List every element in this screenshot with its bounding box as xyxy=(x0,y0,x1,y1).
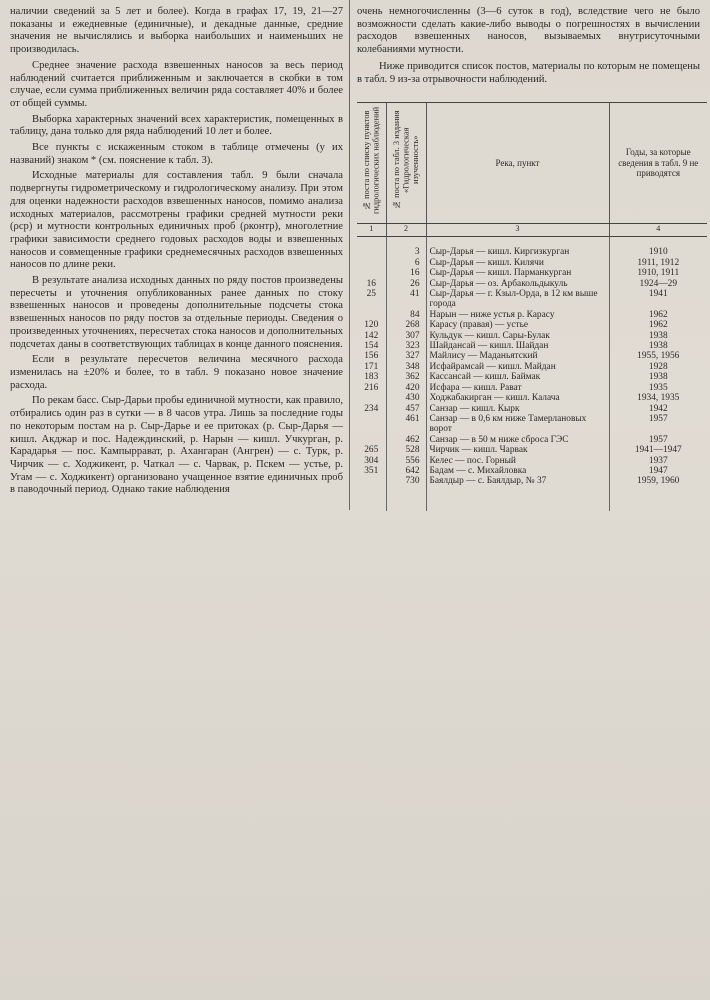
station-list-number: 171 xyxy=(364,361,379,372)
river-point: Кассансай — кишл. Баймак xyxy=(426,372,609,382)
paragraph: Ниже приводится список постов, материалы по которым не помещены в табл. 9 из-за отрывочности наблюдений. xyxy=(357,60,700,85)
column-number: 4 xyxy=(609,224,707,237)
table-row xyxy=(357,466,707,476)
table3-number: 327 xyxy=(386,351,426,361)
table3-number: 3 xyxy=(386,247,426,257)
years-not-shown: 1937 xyxy=(609,456,707,466)
river-point: Келес — пос. Горный xyxy=(426,456,609,466)
paragraph: Исходные материалы для составления табл. 9 были сначала подвергнуты гидрометрическому и гидрологическому анализу. При этом для оценки надежности расходов взвешенных наносов, помимо анализа исходных материалов, рассмотрены графики средней мутности реки (ρср) и мутности контрольных единичных проб (ρконтр), многолетние графики зависимости среднего годовых расходов воды и взвешенных наносов и совмещенные графики среднемесячных расходов взвешенных наносов по длине реки. xyxy=(10,170,343,271)
paragraph: В результате анализа исходных данных по ряду постов произведены пересчеты и уточнения опубликованных ранее данных по стоку взвешенных наносов и проведены дополнительные подсчеты стока взвешенных наносов по ряду постов за отдельные периоды. Сведения о произведенных уточнениях, пересчетах стока наносов и дополнительных подсчетах даны в соответствующих таблицах в конце данного пояснения. xyxy=(10,275,343,350)
table3-number: 528 xyxy=(386,445,426,455)
station-list-number: 156 xyxy=(364,351,379,362)
table-row xyxy=(357,258,707,268)
years-not-shown: 1911, 1912 xyxy=(609,258,707,268)
station-list-number xyxy=(357,435,386,445)
years-not-shown: 1938 xyxy=(609,372,707,382)
table-row xyxy=(357,456,707,466)
station-list-number: 25 xyxy=(366,289,376,300)
table3-number: 16 xyxy=(386,268,426,278)
station-list-number xyxy=(357,414,386,435)
river-point: Исфайрамсай — кишл. Майдан xyxy=(426,362,609,372)
table-row xyxy=(357,414,707,435)
column-number: 3 xyxy=(426,224,609,237)
years-not-shown: 1910, 1911 xyxy=(609,268,707,278)
station-list-number: 183 xyxy=(364,372,379,383)
column-number: 1 xyxy=(357,224,386,237)
station-list-number: 142 xyxy=(364,330,379,341)
river-point: Санзар — кишл. Кырк xyxy=(426,404,609,414)
paragraph: наличии сведений за 5 лет и более). Когда в графах 17, 19, 21—27 показаны и ежедневные (единичные), и декадные данные, средние значения не вычислялись и выборка наибольших и наименьших не производилась. xyxy=(10,6,343,56)
table-row xyxy=(357,476,707,486)
years-not-shown: 1941 xyxy=(609,289,707,310)
years-not-shown: 1910 xyxy=(609,247,707,257)
table-row xyxy=(357,331,707,341)
years-not-shown: 1941—1947 xyxy=(609,445,707,455)
river-point: Сыр-Дарья — кишл. Киргизкурган xyxy=(426,247,609,257)
years-not-shown: 1962 xyxy=(609,320,707,330)
river-point: Сыр-Дарья — кишл. Парманкурган xyxy=(426,268,609,278)
table-row xyxy=(357,383,707,393)
years-not-shown: 1924—29 xyxy=(609,279,707,289)
table3-number: 362 xyxy=(386,372,426,382)
table3-number: 430 xyxy=(386,393,426,403)
table3-number: 268 xyxy=(386,320,426,330)
river-point: Ходжабакирган — кишл. Калача xyxy=(426,393,609,403)
paragraph: Все пункты с искаженным стоком в таблице отмечены (у их названий) знаком * (см. пояснение к табл. 3). xyxy=(10,142,343,166)
river-point: Шайдансай — кишл. Шайдан xyxy=(426,341,609,351)
table3-number: 461 xyxy=(386,414,426,435)
table-row xyxy=(357,310,707,320)
table-row xyxy=(357,445,707,455)
table3-number: 348 xyxy=(386,362,426,372)
river-point: Сыр-Дарья — г. Кзыл-Орда, в 12 км выше города xyxy=(426,289,609,310)
river-point: Баялдыр — с. Баялдыр, № 37 xyxy=(426,476,609,486)
station-list-number: 154 xyxy=(364,341,379,352)
years-not-shown: 1934, 1935 xyxy=(609,393,707,403)
river-point: Нарын — ниже устья р. Карасу xyxy=(426,310,609,320)
years-not-shown: 1955, 1956 xyxy=(609,351,707,361)
table-row xyxy=(357,351,707,361)
table3-number: 556 xyxy=(386,456,426,466)
stations-table xyxy=(357,102,707,511)
station-list-number: 265 xyxy=(364,445,379,456)
years-not-shown: 1942 xyxy=(609,404,707,414)
years-not-shown: 1959, 1960 xyxy=(609,476,707,486)
header-river-point: Река, пункт xyxy=(426,103,609,224)
station-list-number: 120 xyxy=(364,320,379,331)
station-list-number: 234 xyxy=(364,403,379,414)
table-header-row xyxy=(357,103,707,224)
years-not-shown: 1938 xyxy=(609,331,707,341)
station-list-number xyxy=(357,268,386,278)
river-point: Сыр-Дарья — кишл. Килячи xyxy=(426,258,609,268)
table-row xyxy=(357,372,707,382)
years-not-shown: 1928 xyxy=(609,362,707,372)
paragraph: По рекам басс. Сыр-Дарьи пробы единичной мутности, как правило, отбирались один раз в сутки — в 8 часов утра. Лишь за последние годы по некоторым постам на р. Сыр-Дарье и ее притоках (р. Сыр-Дарья — кишл. Акджар и пос. Надеждинский, р. Нарын — кишл. Учкурган, р. Карадарья — пос. Кампыррават, р. Ахангаран (Ангрен) — с. Турк, р. Чирчик — с. Ходжикент, р. Чаткал — с. Чарвак, р. Пскем — устье, р. Угам — с. Ходжикент) организовано учащенное взятие единичных проб в паводочный период. Однако такие наблюдения xyxy=(10,395,344,496)
station-list-number: 304 xyxy=(364,455,379,466)
paragraph: Среднее значение расхода взвешенных наносов за весь период наблюдений считается приближенным и заключается в скобки в том случае, если сумма приближенных величин ряда составляет 40% и более от общей суммы. xyxy=(10,59,343,109)
station-list-number xyxy=(357,476,386,486)
river-point: Кульдук — кишл. Сары-Булак xyxy=(426,331,609,341)
table3-number: 41 xyxy=(386,289,426,310)
table3-number: 323 xyxy=(386,341,426,351)
table-row xyxy=(357,247,707,257)
header-table3-number: № поста по табл. 3 издания «Гидрологическая изученность» xyxy=(386,103,426,224)
table-row xyxy=(357,341,707,351)
table3-number: 642 xyxy=(386,466,426,476)
years-not-shown: 1957 xyxy=(609,435,707,445)
years-not-shown: 1957 xyxy=(609,414,707,435)
river-point: Санзар — в 0,6 км ниже Тамерлановых ворот xyxy=(426,414,609,435)
river-point: Чирчик — кишл. Чарвак xyxy=(426,445,609,455)
right-text-column xyxy=(357,6,700,86)
left-text-column xyxy=(10,6,343,497)
table-row xyxy=(357,393,707,403)
table-row xyxy=(357,289,707,310)
table-row xyxy=(357,435,707,445)
column-divider xyxy=(349,0,350,510)
station-list-number xyxy=(357,258,386,268)
table-row xyxy=(357,279,707,289)
header-years: Годы, за которые сведения в табл. 9 не приводятся xyxy=(609,103,707,224)
column-numbers-row xyxy=(357,224,707,237)
paragraph: Выборка характерных значений всех характеристик, помещенных в таблицу, дана только для ряда наблюдений 10 лет и более. xyxy=(10,113,343,138)
river-point: Карасу (правая) — устье xyxy=(426,320,609,330)
years-not-shown: 1962 xyxy=(609,310,707,320)
table3-number: 457 xyxy=(386,404,426,414)
river-point: Исфара — кишл. Рават xyxy=(426,383,609,393)
station-list-number: 216 xyxy=(364,382,379,393)
column-number: 2 xyxy=(386,224,426,237)
paragraph: Если в результате пересчетов величина месячного расхода изменилась на ±20% и более, то в табл. 9 показано новое значение расхода. xyxy=(10,354,343,391)
table-row xyxy=(357,320,707,330)
header-station-list-number: № поста по списку пунктов гидрологических наблюдений xyxy=(357,103,386,224)
river-point: Майлису — Маданьятский xyxy=(426,351,609,361)
river-point: Санзар — в 50 м ниже сброса ГЭС xyxy=(426,435,609,445)
table3-number: 6 xyxy=(386,258,426,268)
table3-number: 730 xyxy=(386,476,426,486)
years-not-shown: 1935 xyxy=(609,383,707,393)
table-row xyxy=(357,404,707,414)
table3-number: 26 xyxy=(386,279,426,289)
station-list-number xyxy=(357,393,386,403)
table3-number: 462 xyxy=(386,435,426,445)
years-not-shown: 1947 xyxy=(609,466,707,476)
table3-number: 84 xyxy=(386,310,426,320)
table3-number: 420 xyxy=(386,383,426,393)
paragraph: очень немногочисленны (3—6 суток в год), вследствие чего не было возможности сделать какие-либо выводы о погрешностях в вычислении расходов взвешенных наносов, вызываемых внутрисуточными колебаниями мутности. xyxy=(357,6,700,56)
station-list-number: 16 xyxy=(366,278,376,289)
table3-number: 307 xyxy=(386,331,426,341)
river-point: Бадам — с. Михайловка xyxy=(426,466,609,476)
station-list-number: 351 xyxy=(364,465,379,476)
station-list-number xyxy=(357,310,386,320)
station-list-number xyxy=(357,247,386,257)
river-point: Сыр-Дарья — оз. Арбакольдыкуль xyxy=(426,279,609,289)
table-row xyxy=(357,268,707,278)
years-not-shown: 1938 xyxy=(609,341,707,351)
table-row xyxy=(357,362,707,372)
